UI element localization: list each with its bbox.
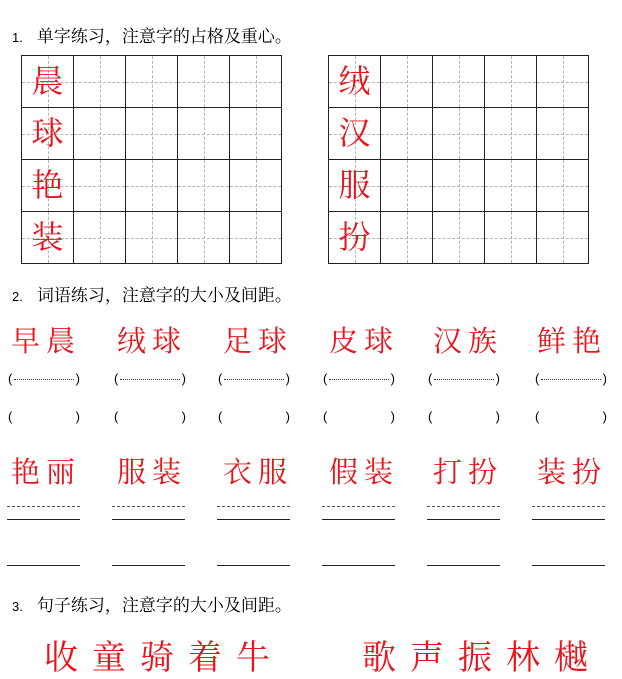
practice-grid-left [21,55,282,264]
close-paren: ) [495,409,500,424]
section3-number: 3. [12,599,23,614]
grid-cell [537,212,589,264]
close-paren: ) [75,371,80,386]
grid-row [329,212,589,264]
grid-cell [22,108,74,160]
grid-cell [485,108,537,160]
practice-word: 装扮 [536,455,607,489]
grid-row [329,56,589,108]
grid-row [22,108,282,160]
writing-line[interactable] [217,519,290,520]
writing-line[interactable] [217,565,290,566]
grid-cell [329,160,381,212]
grid-cell [178,160,230,212]
section2-number: 2. [12,289,23,304]
close-paren: ) [495,371,500,386]
grid-cell [230,56,282,108]
answer-blank[interactable] [428,409,500,425]
grid-cell [433,160,485,212]
practice-word: 艳丽 [10,455,81,489]
dotted-line [14,379,74,380]
grid-cell [485,212,537,264]
open-paren: ( [218,371,223,386]
grid-cell [537,56,589,108]
grid-cell [126,108,178,160]
grid-cell [381,160,433,212]
close-paren: ) [75,409,80,424]
grid-cell [433,212,485,264]
model-character: 汉 [338,114,371,152]
model-character: 服 [338,166,371,204]
pinyin-blank[interactable] [114,371,186,387]
writing-line[interactable] [427,565,500,566]
sentence-line-2: 歌声振林樾 [362,638,602,678]
answer-blank[interactable] [323,409,395,425]
writing-line[interactable] [112,565,185,566]
answer-blank[interactable] [8,409,80,425]
section1-title: 单字练习，注意字的占格及重心。 [36,27,292,47]
practice-word: 打扮 [432,455,503,489]
model-character: 球 [31,114,64,152]
open-paren: ( [8,371,13,386]
practice-word: 早晨 [10,324,81,358]
model-character: 晨 [31,62,64,100]
writing-guide-line [112,506,185,507]
grid-cell [230,160,282,212]
grid-cell [74,160,126,212]
open-paren: ( [428,409,433,424]
open-paren: ( [114,409,119,424]
answer-blank[interactable] [535,409,607,425]
grid-cell [126,212,178,264]
grid-cell [74,212,126,264]
practice-word: 假装 [328,455,399,489]
dotted-line [224,379,284,380]
writing-line[interactable] [532,565,605,566]
section3-title: 句子练习，注意字的大小及间距。 [36,596,292,616]
open-paren: ( [323,371,328,386]
grid-cell [126,160,178,212]
pinyin-blank[interactable] [428,371,500,387]
close-paren: ) [602,409,607,424]
grid-row [329,108,589,160]
open-paren: ( [535,409,540,424]
writing-line[interactable] [532,519,605,520]
dotted-line [434,379,494,380]
writing-guide-line [532,506,605,507]
answer-blank[interactable] [218,409,290,425]
close-paren: ) [390,409,395,424]
grid-cell [329,108,381,160]
writing-guide-line [217,506,290,507]
model-character: 装 [31,218,64,256]
practice-word: 衣服 [222,455,293,489]
open-paren: ( [323,409,328,424]
grid-cell [126,56,178,108]
grid-cell [433,108,485,160]
writing-line[interactable] [427,519,500,520]
grid-cell [329,212,381,264]
grid-cell [381,56,433,108]
model-character: 扮 [338,218,371,256]
grid-cell [381,108,433,160]
answer-blank[interactable] [114,409,186,425]
grid-cell [178,108,230,160]
grid-cell [22,160,74,212]
model-character: 艳 [31,166,64,204]
grid-cell [178,56,230,108]
grid-cell [433,56,485,108]
practice-word: 鲜艳 [536,324,607,358]
writing-line[interactable] [7,565,80,566]
writing-guide-line [427,506,500,507]
section1-heading [12,22,292,47]
grid-cell [485,160,537,212]
close-paren: ) [602,371,607,386]
pinyin-blank[interactable] [323,371,395,387]
writing-line[interactable] [322,519,395,520]
section2-heading [12,281,292,306]
close-paren: ) [285,409,290,424]
grid-cell [22,212,74,264]
dotted-line [329,379,389,380]
sentence-line-1: 收童骑着牛 [44,638,284,678]
pinyin-blank[interactable] [218,371,290,387]
open-paren: ( [114,371,119,386]
close-paren: ) [181,371,186,386]
grid-row [22,56,282,108]
open-paren: ( [8,409,13,424]
section2-title: 词语练习，注意字的大小及间距。 [36,286,292,306]
grid-cell [485,56,537,108]
practice-grid-right [328,55,589,264]
section3-heading [12,591,292,616]
grid-cell [74,56,126,108]
dotted-line [120,379,180,380]
pinyin-blank[interactable] [535,371,607,387]
grid-cell [74,108,126,160]
writing-guide-line [322,506,395,507]
grid-cell [381,212,433,264]
section1-number: 1. [12,30,23,45]
model-character: 绒 [338,62,371,100]
grid-cell [537,108,589,160]
practice-word: 皮球 [328,324,399,358]
writing-line[interactable] [7,519,80,520]
grid-cell [230,212,282,264]
practice-word: 服装 [116,455,187,489]
grid-cell [537,160,589,212]
writing-guide-line [7,506,80,507]
grid-row [22,160,282,212]
practice-word: 汉族 [432,324,503,358]
grid-cell [329,56,381,108]
writing-line[interactable] [322,565,395,566]
open-paren: ( [535,371,540,386]
close-paren: ) [390,371,395,386]
writing-line[interactable] [112,519,185,520]
close-paren: ) [181,409,186,424]
open-paren: ( [428,371,433,386]
grid-cell [178,212,230,264]
open-paren: ( [218,409,223,424]
dotted-line [541,379,601,380]
grid-cell [22,56,74,108]
practice-word: 绒球 [116,324,187,358]
grid-row [329,160,589,212]
practice-word: 足球 [222,324,293,358]
close-paren: ) [285,371,290,386]
grid-row [22,212,282,264]
pinyin-blank[interactable] [8,371,80,387]
grid-cell [230,108,282,160]
